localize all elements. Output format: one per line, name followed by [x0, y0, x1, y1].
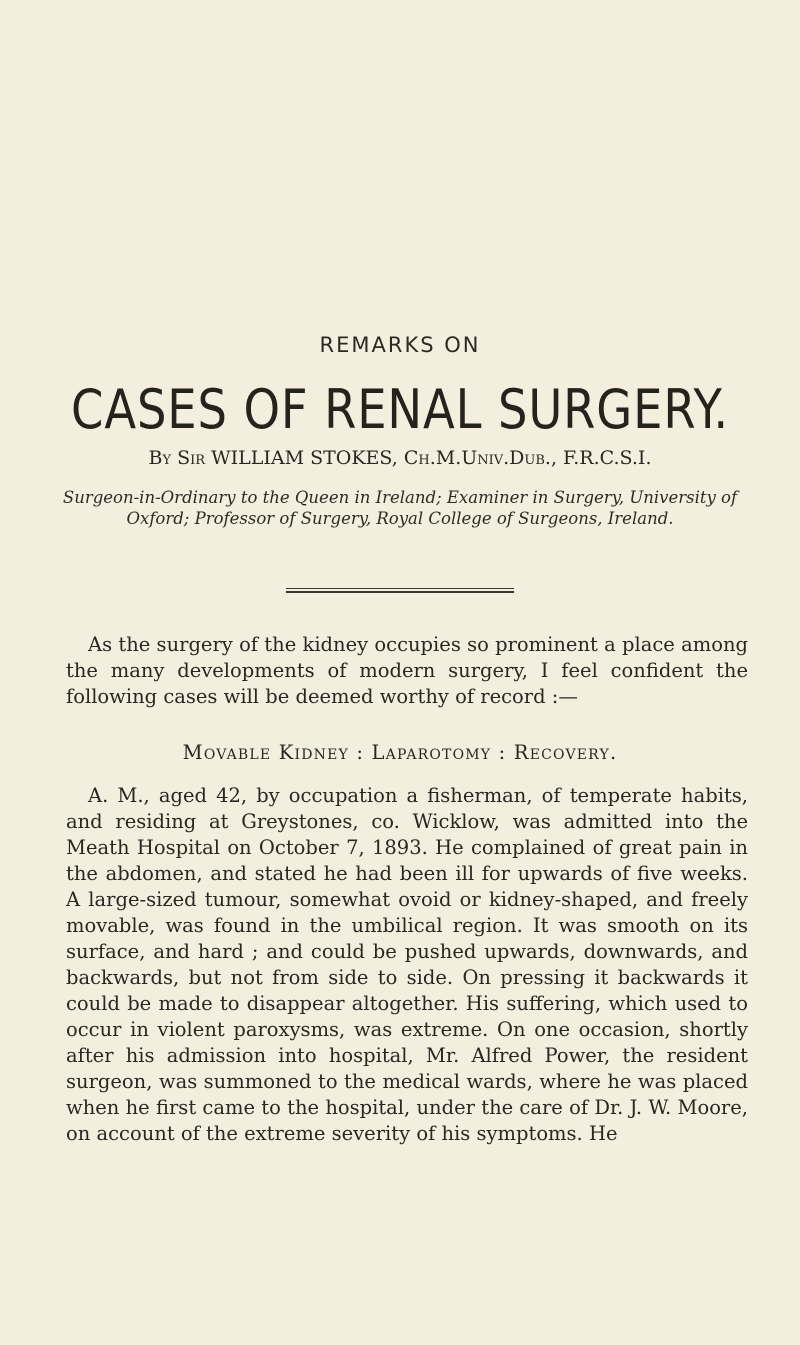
author-degrees: Ch.M.Univ.Dub., F.R.C.S.I. [403, 447, 652, 469]
page-title: CASES OF RENAL SURGERY. [71, 378, 729, 441]
case-paragraph: A. M., aged 42, by occupation a fisherman, of temperate habits, and residing at Greystones, co. Wicklow, was admitted into the Meath Hospital on October 7, 1893. He complained of great pain in the abdomen, and stated he had been ill for upwards of five weeks. A large-sized tumour, somewhat ovoid or kidney-shaped, and freely movable, was found in the umbilical region. It was smooth on its surface, and hard ; and could be pushed upwards, downwards, and backwards, but not from side to side. On pressing it backwards it could be made to disappear altogether. His suffering, which used to occur in violent paroxysms, was extreme. On one occasion, shortly after his admission into hospital, Mr. Alfred Power, the resident surgeon, was summoned to the medical wards, where he was placed when he first came to the hospital, under the care of Dr. J. W. Moore, on account of the extreme severity of his symptoms. He [66, 784, 748, 1145]
remarks-on-heading: REMARKS ON [319, 333, 481, 357]
author-name: WILLIAM STOKES, [211, 447, 398, 469]
byline-prefix: By Sir [148, 447, 206, 469]
decorative-divider [286, 588, 514, 595]
author-byline [0, 447, 800, 469]
intro-paragraph: As the surgery of the kidney occupies so prominent a place among the many developments of modern surgery, I feel confident the following cases will be deemed worthy of record :— [66, 633, 748, 708]
author-affiliation: Surgeon-in-Ordinary to the Queen in Ireland; Examiner in Surgery, University of Oxford; Professor of Surgery, Royal College of Surgeons, Ireland. [62, 488, 738, 528]
section-heading: Movable Kidney : Laparotomy : Recovery. [182, 741, 618, 764]
